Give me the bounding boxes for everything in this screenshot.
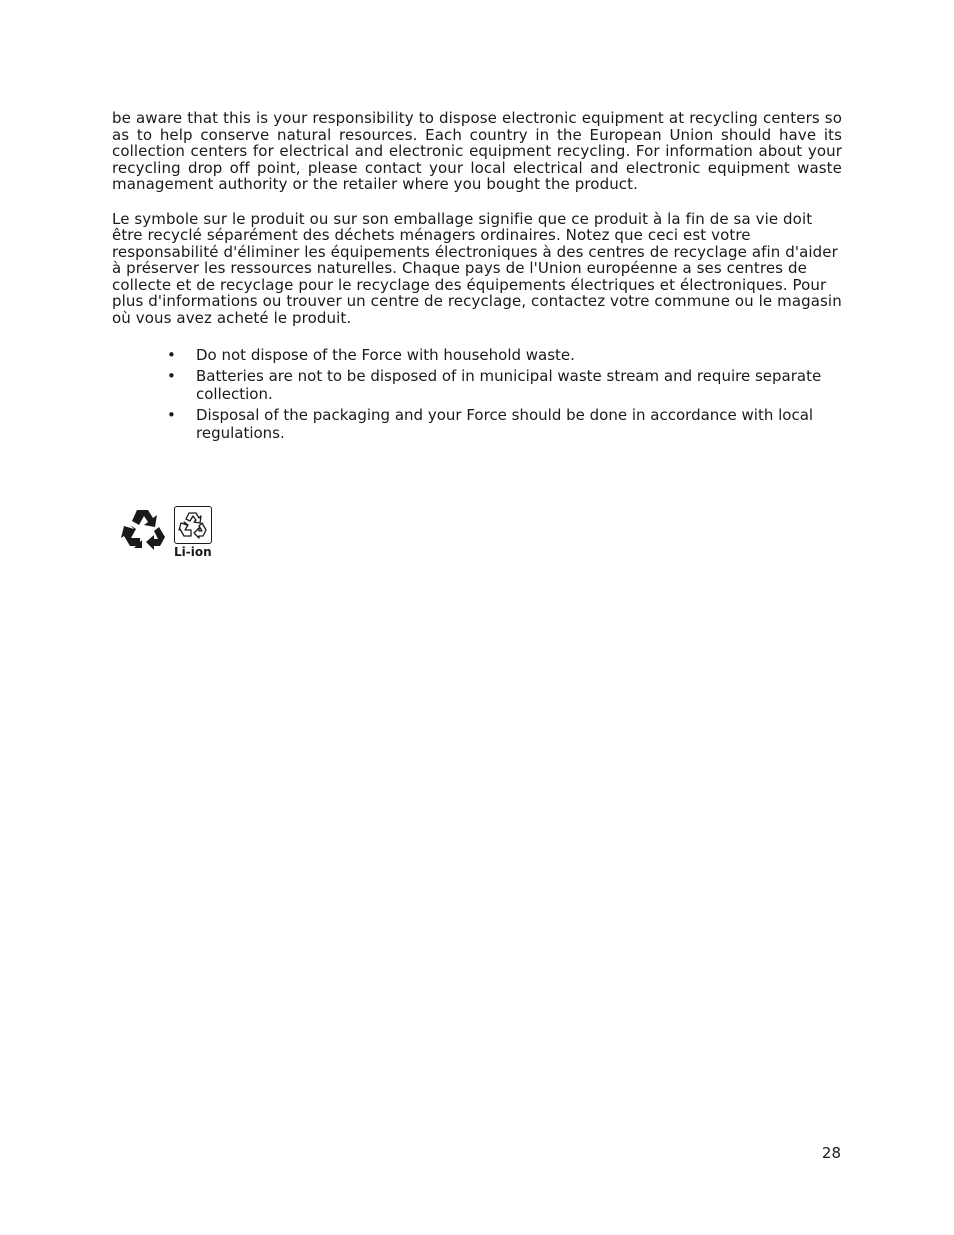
disposal-bullet-list: [112, 346, 842, 442]
bullet-marker: •: [167, 406, 176, 424]
list-item: [167, 346, 842, 364]
recycling-symbols: [120, 504, 220, 564]
li-ion-recycle-icon: [174, 506, 212, 544]
recycle-icon: [120, 506, 168, 554]
bullet-text: Batteries are not to be disposed of in municipal waste stream and require separate collection.: [196, 367, 822, 403]
list-item: [167, 406, 842, 442]
french-disposal-paragraph: Le symbole sur le produit ou sur son emballage signifie que ce produit à la fin de sa vie doit être recyclé séparément des déchets ménagers ordinaires. Notez que ceci est votre responsabilité d'éliminer les équipements électroniques à des centres de recyclage afin d'aider à préserver les ressources naturelles. Chaque pays de l'Union européenne a ses centres de collecte et de recyclage pour le recyclage des équipements électriques et électroniques. Pour plus d'informations ou trouver un centre de recyclage, contactez votre commune ou le magasin où vous avez acheté le produit.: [112, 209, 842, 327]
bullet-text: Disposal of the packaging and your Force should be done in accordance with local regulations.: [196, 406, 814, 442]
list-item: [167, 367, 842, 403]
bullet-marker: •: [167, 367, 176, 385]
bullet-marker: •: [167, 346, 176, 364]
bullet-text: Do not dispose of the Force with household waste.: [196, 346, 575, 364]
english-disposal-paragraph: be aware that this is your responsibility to dispose electronic equipment at recycling centers so as to help conserve natural resources. Each country in the European Union should have its collection centers for electrical and electronic equipment recycling. For information about your recycling drop off point, please contact your local electrical and electronic equipment waste management authority or the retailer where you bought the product.: [112, 109, 842, 193]
page-content: [112, 110, 842, 445]
recycle-outline-icon: [178, 510, 208, 540]
li-ion-label: Li-ion: [174, 545, 212, 559]
page-number: 28: [821, 1144, 841, 1162]
